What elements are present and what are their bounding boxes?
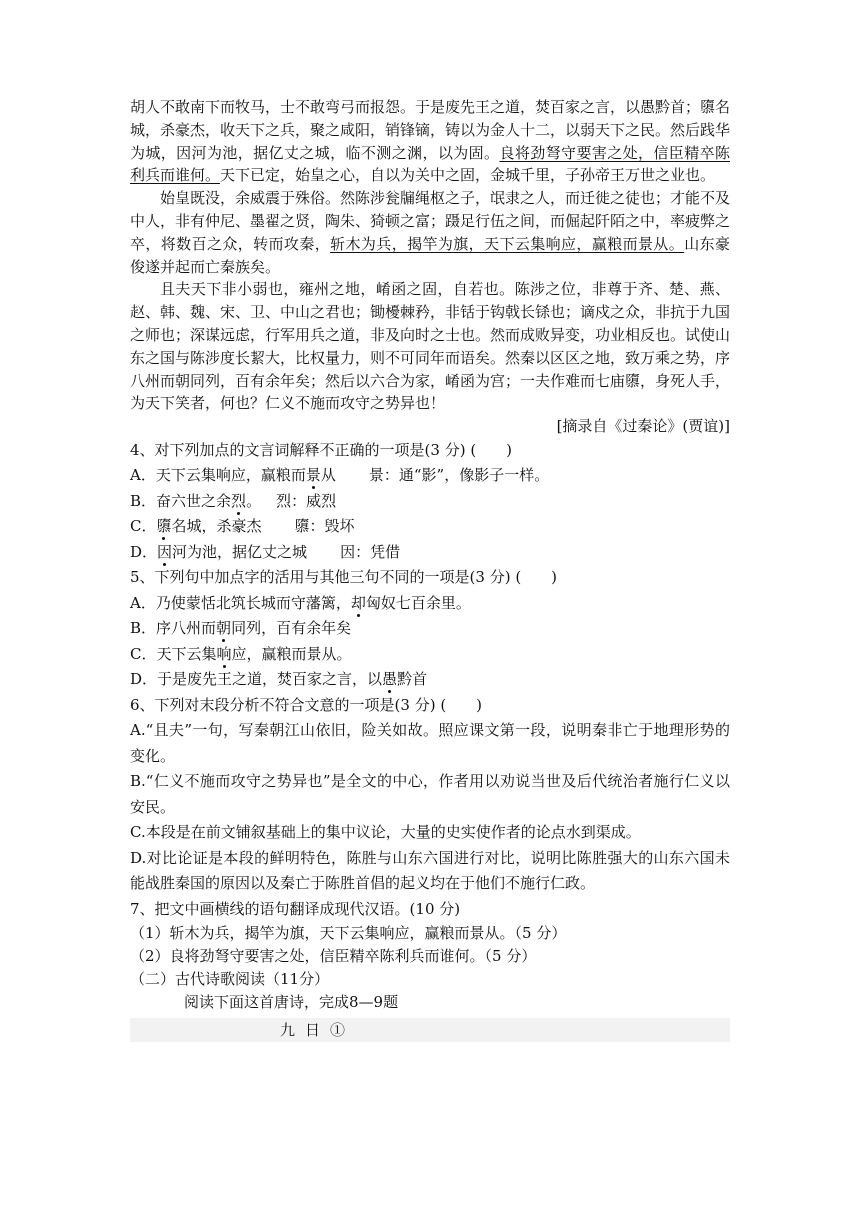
- passage-paragraph-1: [130, 96, 730, 187]
- question-6-stem: 6、下列对末段分析不符合文意的一项是(3 分) ( ): [130, 695, 483, 714]
- question-5-option-d: D．于是废先王之道，焚百家之言，以愚黔首: [130, 670, 428, 689]
- question-5-option-a: A．乃使蒙恬北筑长城而守藩篱，却匈奴七百余里。: [130, 593, 471, 612]
- question-6-option-d: D.对比论证是本段的鲜明特色，陈胜与山东六国进行对比，说明比陈胜强大的山东六国未能战胜秦国的原因以及秦亡于陈胜首倡的起义均在于他们不施行仁政。: [130, 848, 730, 893]
- question-4-option-a: A．天下云集响应，赢粮而景从 景：通“影”，像影子一样。: [130, 466, 550, 485]
- passage-text: 始皇既没，余威震于殊俗。然陈涉瓮牖绳枢之子，氓隶之人，而迁徙之徒也；才能不及中人，非有仲尼、墨翟之贤，陶朱、猗顿之富；蹑足行伍之间，而倔起阡陌之中，率疲弊之卒，将数百之众，转而攻秦，: [130, 189, 731, 253]
- poem-title-bar: [130, 1018, 730, 1042]
- underlined-sentence-1: 良将劲弩守要害之处，信臣精卒陈利兵而谁何。: [130, 143, 730, 185]
- passage-paragraph-2: [130, 187, 730, 278]
- passage-text: 胡人不敢南下而牧马，士不敢弯弓而报怨。于是废先王之道，焚百家之言，以愚黔首；隳名城，杀豪杰，收天下之兵，聚之咸阳，销锋镝，铸以为金人十二，以弱天下之民。然后践华为城，因河为池，据亿丈之城，临不测之渊，以为固。: [130, 98, 731, 162]
- passage-source: [摘录自《过秦论》(贾谊)]: [556, 417, 730, 436]
- section-2-instruction: 阅读下面这首唐诗，完成8—9题: [184, 993, 399, 1012]
- question-4-option-c: C．隳名城，杀豪杰 隳：毁坏: [130, 517, 355, 536]
- passage-text: 山东豪俊遂并起而亡秦族矣。: [130, 234, 730, 276]
- passage-text: 天下已定，始皇之心，自以为关中之固，金城千里，子孙帝王万世之业也。: [220, 166, 716, 185]
- question-6-option-c: C.本段是在前文铺叙基础上的集中议论，大量的史实使作者的论点水到渠成。: [130, 823, 641, 842]
- question-6-option-b: B.“仁义不施而攻守之势异也”是全文的中心，作者用以劝说当世及后代统治者施行仁义以安民。: [130, 772, 730, 816]
- poem-title: 九日①: [280, 1021, 356, 1040]
- underlined-sentence-2: 斩木为兵，揭竿为旗，天下云集响应，赢粮而景从。: [330, 234, 685, 253]
- question-4-option-d: D．因河为池，据亿丈之城 因：凭借: [130, 542, 401, 561]
- question-7-stem: 7、把文中画横线的语句翻译成现代汉语。(10 分): [130, 899, 461, 918]
- question-6-option-a: A.“且夫”一句，写秦朝江山依旧，险关如故。照应课文第一段，说明秦非亡于地理形势的变化。: [130, 721, 730, 765]
- question-5-option-b: B．序八州而朝同列，百有余年矣: [130, 619, 352, 638]
- passage-paragraph-3: 且夫天下非小弱也，雍州之地，崤函之固，自若也。陈涉之位，非尊于齐、楚、燕、赵、韩、魏、宋、卫、中山之君也；锄櫌棘矜，非铦于钩戟长铩也；谪戍之众，非抗于九国之师也；深谋远虑，行军用兵之道，非及向时之士也。然而成败异变，功业相反也。试使山东之国与陈涉度长絜大，比权量力，则不可同年而语矣。然秦以区区之地，致万乘之势，序八州而朝同列，百有余年矣；然后以六合为家，崤函为宫；一夫作难而七庙隳，身死人手，为天下笑者，何也？仁义不施而攻守之势异也！: [130, 280, 731, 413]
- document-page: [130, 96, 730, 1042]
- question-4-stem: 4、对下列加点的文言词解释不正确的一项是(3 分) ( ): [130, 440, 513, 459]
- question-5-option-c: C．天下云集响应，赢粮而景从。: [130, 644, 352, 663]
- question-4-option-b: B．奋六世之余烈。 烈：威烈: [130, 491, 337, 510]
- question-5-stem: 5、下列句中加点字的活用与其他三句不同的一项是(3 分) ( ): [130, 568, 558, 587]
- question-7-sentence-2: （2）良将劲弩守要害之处，信臣精卒陈利兵而谁何。（5 分）: [130, 947, 537, 966]
- section-2-title: （二）古代诗歌阅读（11分）: [130, 970, 330, 989]
- question-7-sentence-1: （1）斩木为兵，揭竿为旗，天下云集响应，赢粮而景从。（5 分）: [130, 924, 567, 943]
